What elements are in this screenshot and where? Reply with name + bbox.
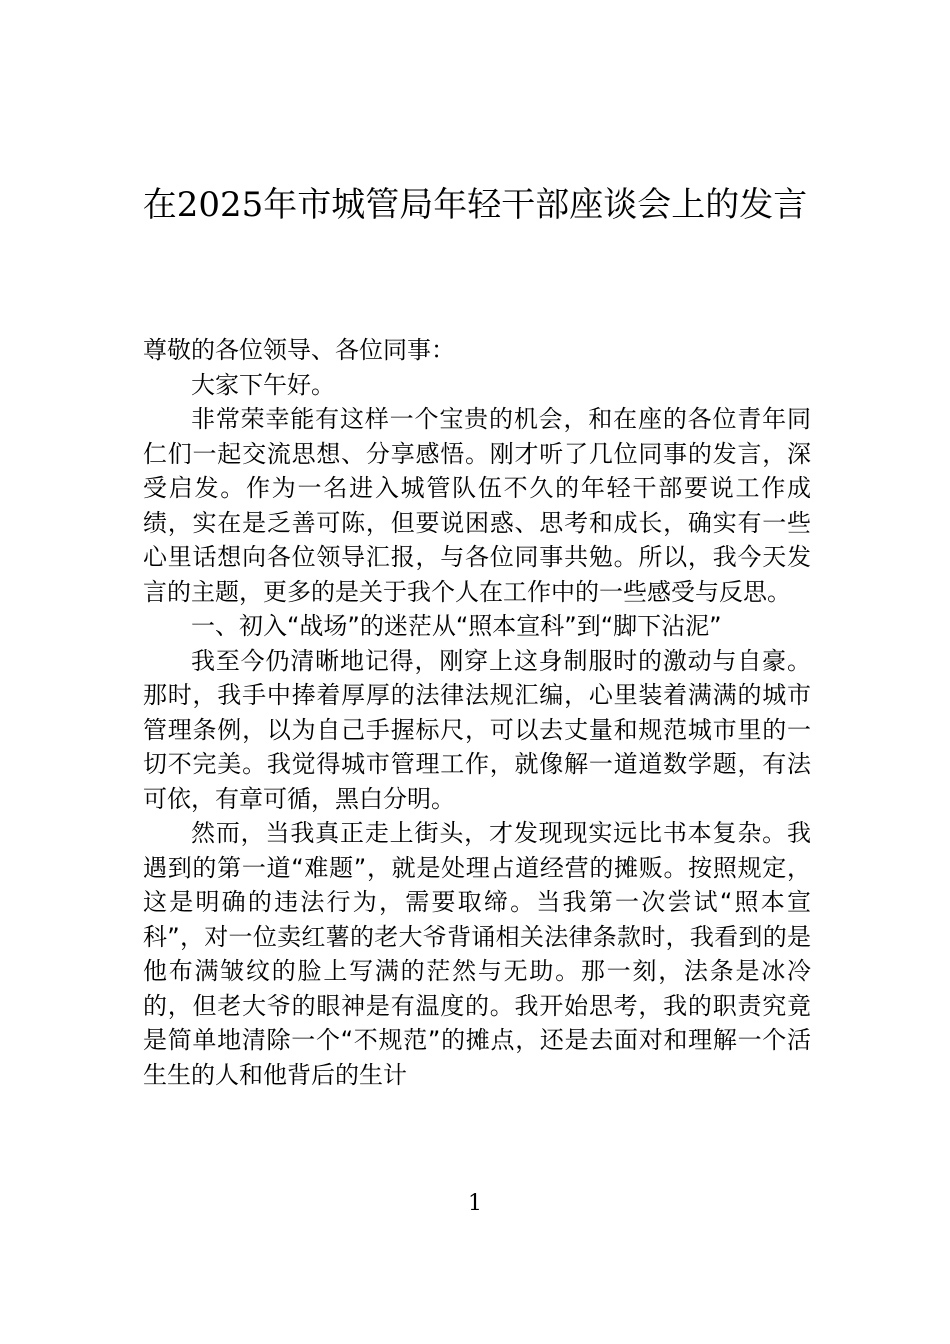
page-number: 1 [468, 1191, 482, 1216]
document-title: 在2025年市城管局年轻干部座谈会上的发言 [142, 185, 808, 225]
paragraph-street: 然而，当我真正走上街头，才发现现实远比书本复杂。我遇到的第一道“难题”，就是处理占道经营的摊贩。按照规定，这是明确的违法行为，需要取缔。当我第一次尝试“照本宣科”，对一位卖红薯的老大爷背诵相关法律条款时，我看到的是他布满皱纹的脸上写满的茫然与无助。那一刻，法条是冰冷的，但老大爷的眼神是有温度的。我开始思考，我的职责究竟是简单地清除一个“不规范”的摊点，还是去面对和理解一个活生生的人和他背后的生计 [143, 819, 811, 1089]
paragraph-memory: 我至今仍清晰地记得，刚穿上这身制服时的激动与自豪。那时，我手中捧着厚厚的法律法规汇编，心里装着满满的城市管理条例，以为自己手握标尺，可以去丈量和规范城市里的一切不完美。我觉得城市管理工作，就像解一道道数学题，有法可依，有章可循，黑白分明。 [143, 646, 811, 813]
paragraph-intro: 非常荣幸能有这样一个宝贵的机会，和在座的各位青年同仁们一起交流思想、分享感悟。刚才听了几位同事的发言，深受启发。作为一名进入城管队伍不久的年轻干部要说工作成绩，实在是乏善可陈，但要说困惑、思考和成长，确实有一些心里话想向各位领导汇报，与各位同事共勉。所以，我今天发言的主题，更多的是关于我个人在工作中的一些感受与反思。 [143, 405, 811, 606]
salutation: 尊敬的各位领导、各位同事： [143, 336, 455, 364]
section-heading-1: 一、初入“战场”的迷茫从“照本宣科”到“脚下沾泥” [191, 612, 722, 640]
paragraph-greeting: 大家下午好。 [191, 370, 335, 399]
document-body [143, 333, 811, 1092]
